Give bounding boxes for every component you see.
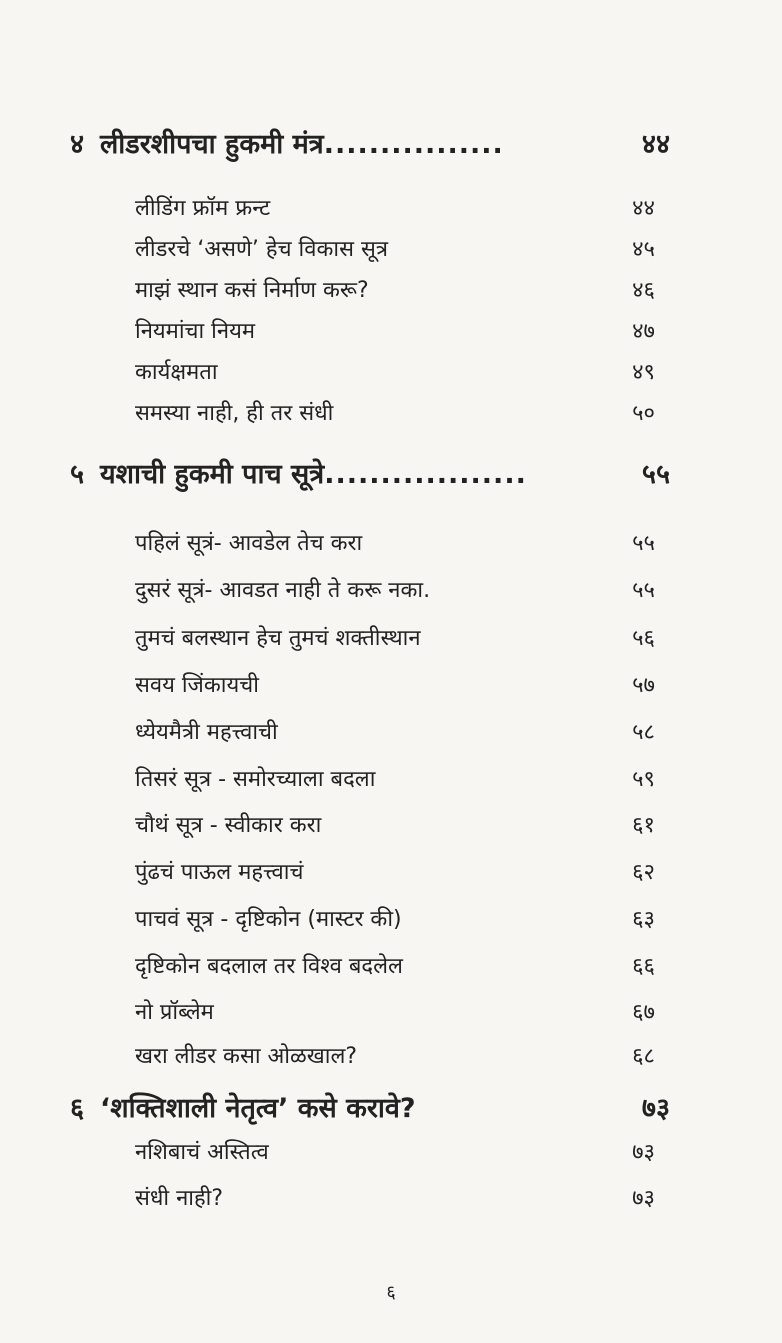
entry-page-number: ५५ (632, 531, 655, 556)
entry-page-number: ५९ (632, 767, 655, 792)
chapter-heading-4 (70, 125, 670, 165)
entry-title: दुसरं सूत्रं- आवडत नाही ते करू नका. (135, 578, 431, 603)
entry-title: तिसरं सूत्र - समोरच्याला बदला (135, 767, 376, 792)
entry-title: खरा लीडर कसा ओळखाल? (135, 1044, 358, 1069)
entry-page-number: ४५ (632, 237, 655, 262)
entry-title: कार्यक्षमता (135, 360, 218, 385)
entry-page-number: ६७ (632, 1000, 655, 1025)
entry-page-number: ७३ (632, 1140, 655, 1165)
entry-title: चौथं सूत्र - स्वीकार करा (135, 813, 322, 838)
entry-page-number: ४७ (632, 319, 655, 344)
entry-page-number: ७३ (632, 1186, 655, 1211)
entry-title: नियमांचा नियम (135, 319, 256, 344)
chapter-number: ४ (70, 129, 85, 160)
page-number-footer: ६ (386, 1282, 396, 1303)
entry-title: माझं स्थान कसं निर्माण करू? (135, 278, 369, 303)
entry-page-number: ५७ (632, 673, 655, 698)
entry-page-number: ४४ (632, 196, 655, 221)
chapter-number: ६ (70, 1093, 85, 1124)
entry-page-number: ४६ (632, 278, 655, 303)
entry-page-number: ६६ (632, 954, 655, 979)
chapter-page-number: ५५ (641, 459, 670, 490)
entry-page-number: ४९ (632, 360, 655, 385)
chapter-number: ५ (70, 459, 85, 490)
entry-page-number: ५६ (632, 626, 655, 651)
dot-leader: ................ (323, 129, 504, 160)
entry-title: नशिबाचं अस्तित्व (135, 1140, 269, 1165)
chapter-heading-6 (70, 1089, 670, 1129)
entry-title: दृष्टिकोन बदलाल तर विश्व बदलेल (135, 954, 403, 979)
chapter-title: लीडरशीपचा हुकमी मंत्र (100, 129, 324, 160)
entry-page-number: ५५ (632, 578, 655, 603)
entry-title: ध्येयमैत्री महत्त्वाची (135, 720, 278, 745)
entry-page-number: ६१ (632, 813, 655, 838)
entry-title: सवय जिंकायची (135, 673, 259, 698)
entry-page-number: ५८ (632, 720, 655, 745)
entry-title: पहिलं सूत्रं- आवडेल तेच करा (135, 531, 363, 556)
entry-title: पाचवं सूत्र - दृष्टिकोन (मास्टर की) (135, 907, 402, 932)
chapter-title: यशाची हुकमी पाच सूत्रे (100, 459, 325, 490)
entry-page-number: ६२ (632, 860, 655, 885)
dot-leader: .................. (324, 459, 527, 490)
entry-title: लीडरचे ‘असणे’ हेच विकास सूत्र (135, 237, 388, 262)
entry-title: समस्या नाही, ही तर संधी (135, 401, 334, 426)
entry-page-number: ६८ (632, 1044, 655, 1069)
chapter-heading-5 (70, 455, 670, 495)
entry-title: पुंढचं पाऊल महत्त्वाचं (135, 860, 304, 885)
chapter-title: ‘शक्तिशाली नेतृत्व’ कसे करावे? (100, 1093, 416, 1124)
chapter-page-number: ४४ (641, 129, 670, 160)
entry-page-number: ५० (632, 401, 655, 426)
entry-title: लीडिंग फ्रॉम फ्रन्ट (135, 196, 271, 221)
chapter-page-number: ७३ (641, 1093, 670, 1124)
entry-title: संधी नाही? (135, 1186, 224, 1211)
entry-title: तुमचं बलस्थान हेच तुमचं शक्तीस्थान (135, 626, 421, 651)
entry-page-number: ६३ (632, 907, 655, 932)
entry-title: नो प्रॉब्लेम (135, 1000, 214, 1025)
